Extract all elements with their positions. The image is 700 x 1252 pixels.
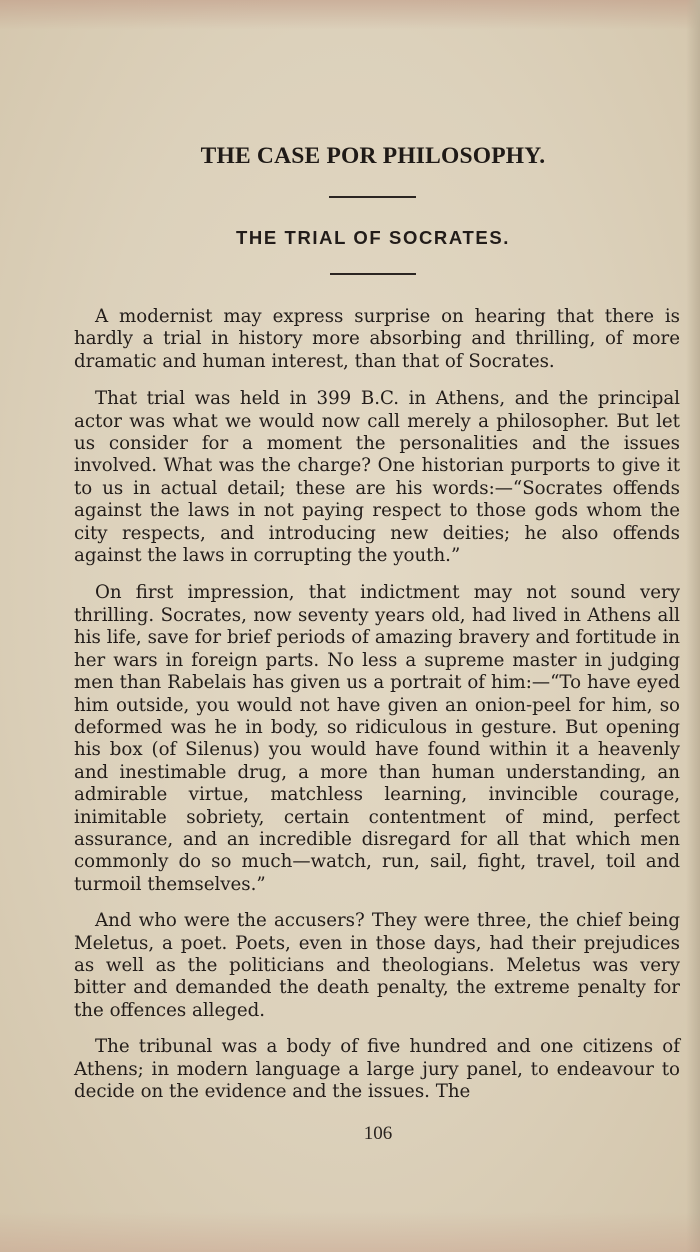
section-subtitle: THE TRIAL OF SOCRATES. (236, 227, 510, 248)
subtitle-rule (330, 273, 416, 275)
page-edge-top (0, 0, 700, 30)
body-text (74, 306, 680, 1103)
page-number: 106 (363, 1123, 393, 1144)
title-rule (329, 196, 416, 198)
page-edge-bottom (0, 1212, 700, 1252)
paragraph-1: A modernist may express surprise on hearing that there is hardly a trial in history more absorbing and thrilling, of more dramatic and human interest, than that of Socrates. (74, 306, 680, 372)
paragraph-3: On first impression, that indictment may not sound very thrilling. Socrates, now seventy years old, had lived in Athens all his life, save for brief periods of amazing bravery and fortitude in her wars in foreign parts. No less a supreme master in judging men than Rabelais has given us a portrait of him:—“To have eyed him outside, you would not have given an onion-peel for him, so deformed was he in body, so ridiculous in gesture. But opening his box (of Silenus) you would have found within it a heavenly and inestimable drug, a more than human understanding, an admirable virtue, matchless learning, invincible courage, inimitable sobriety, certain contentment of mind, perfect assurance, and an incredible disregard for all that which men commonly do so much—watch, run, sail, fight, travel, toil and turmoil themselves.” (74, 582, 680, 895)
chapter-title: THE CASE POR PHILOSOPHY. (200, 143, 546, 169)
page-edge-right (686, 0, 700, 1252)
paragraph-4: And who were the accusers? They were three, the chief being Meletus, a poet. Poets, even in those days, had their prejudices as well as the politicians and theologians. Meletus was very bitter and demanded the death penalty, the extreme penalty for the offences alleged. (74, 910, 680, 1021)
paragraph-2: That trial was held in 399 B.C. in Athens, and the principal actor was what we would now call merely a philosopher. But let us consider for a moment the personalities and the issues involved. What was the charge? One historian purports to give it to us in actual detail; these are his words:—“Socrates offends against the laws in not paying respect to those gods whom the city respects, and introducing new deities; he also offends against the laws in corrupting the youth.” (74, 388, 680, 567)
paragraph-5: The tribunal was a body of five hundred and one citizens of Athens; in modern language a large jury panel, to endeavour to decide on the evidence and the issues. The (74, 1036, 680, 1102)
